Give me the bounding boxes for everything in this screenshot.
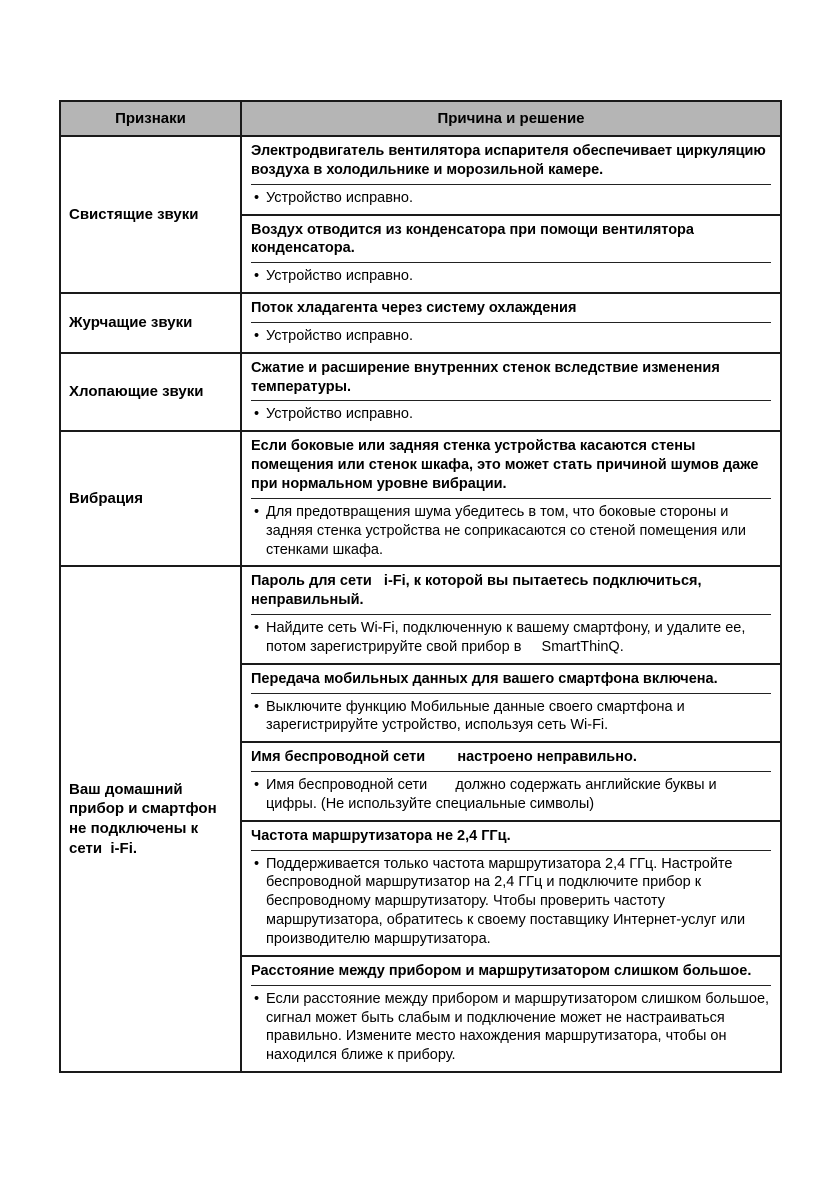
cause-cell <box>242 294 780 352</box>
solution-item: • Выключите функцию Мобильные данные своего смартфона и зарегистрируйте устройство, используя сеть Wi-Fi. <box>251 698 771 736</box>
table-row <box>61 294 780 354</box>
cause-title: Поток хладагента через систему охлаждения <box>251 298 771 323</box>
symptom-cell <box>61 294 242 352</box>
symptom-label: Ваш домашний прибор и смартфон не подключены к сети i-Fi. <box>69 780 217 857</box>
column-header-symptoms: Признаки <box>61 102 242 135</box>
cause-block <box>242 743 780 822</box>
solution-item: • Устройство исправно. <box>251 267 771 286</box>
solution-item: • Найдите сеть Wi-Fi, подключенную к вашему смартфону, и удалите ее, потом зарегистрируйте свой прибор в SmartThinQ. <box>251 619 771 657</box>
cause-cell <box>242 137 780 292</box>
symptom-cell <box>61 567 242 1071</box>
cause-cell <box>242 354 780 431</box>
solution-item: • Устройство исправно. <box>251 327 771 346</box>
table-row <box>61 354 780 433</box>
table-header-row <box>61 102 780 137</box>
cause-block <box>242 432 780 565</box>
cause-cell <box>242 432 780 565</box>
symptom-cell <box>61 354 242 431</box>
symptom-cell <box>61 137 242 292</box>
table-row <box>61 432 780 567</box>
symptom-label: Вибрация <box>69 489 144 507</box>
solution-item: • Устройство исправно. <box>251 405 771 424</box>
cause-title: Если боковые или задняя стенка устройства касаются стены помещения или стенок шкафа, это может стать причиной шумов даже при нормальном уровне вибрации. <box>251 436 771 499</box>
cause-title: Имя беспроводной сети настроено неправильно. <box>251 747 771 772</box>
cause-title: Расстояние между прибором и маршрутизатором слишком большое. <box>251 961 771 986</box>
symptom-label: Свистящие звуки <box>69 205 199 223</box>
cause-title: Частота маршрутизатора не 2,4 ГГц. <box>251 826 771 851</box>
cause-block <box>242 354 780 431</box>
table-row <box>61 137 780 294</box>
cause-block <box>242 822 780 957</box>
column-header-cause-solution: Причина и решение <box>437 110 585 127</box>
table-row <box>61 567 780 1071</box>
symptom-cell <box>61 432 242 565</box>
cause-cell <box>242 567 780 1071</box>
cause-block <box>242 216 780 293</box>
solution-item: • Имя беспроводной сети должно содержать английские буквы и цифры. (Не используйте специальные символы) <box>251 776 771 814</box>
solution-item: • Поддерживается только частота маршрутизатора 2,4 ГГц. Настройте беспроводной маршрутизатор на 2,4 ГГц и подключите прибор к беспроводному маршрутизатору. Чтобы проверить частоту маршрутизатора, обратитесь к своему поставщику Интернет-услуг или производителю маршрутизатора. <box>251 855 771 949</box>
solution-item: • Для предотвращения шума убедитесь в том, что боковые стороны и задняя стенка устройства не соприкасаются со стеной помещения или стенками шкафа. <box>251 503 771 560</box>
cause-title: Пароль для сети i-Fi, к которой вы пытаетесь подключиться, неправильный. <box>251 571 771 615</box>
table-body <box>61 137 780 1071</box>
symptom-label: Журчащие звуки <box>69 314 193 331</box>
cause-block <box>242 665 780 744</box>
cause-block <box>242 294 780 352</box>
cause-block <box>242 957 780 1071</box>
cause-title: Сжатие и расширение внутренних стенок вследствие изменения температуры. <box>251 358 771 402</box>
solution-item: • Устройство исправно. <box>251 189 771 208</box>
cause-block <box>242 567 780 664</box>
cause-title: Воздух отводится из конденсатора при помощи вентилятора конденсатора. <box>251 220 771 264</box>
cause-title: Передача мобильных данных для вашего смартфона включена. <box>251 669 771 694</box>
troubleshooting-table <box>59 100 782 1073</box>
solution-item: • Если расстояние между прибором и маршрутизатором слишком большое, сигнал может быть слабым и подключение может не настраиваться правильно. Измените место нахождения маршрутизатора, чтобы он находился ближе к прибору. <box>251 990 771 1065</box>
cause-block <box>242 137 780 216</box>
cause-title: Электродвигатель вентилятора испарителя обеспечивает циркуляцию воздуха в холодильнике и морозильной камере. <box>251 141 771 185</box>
symptom-label: Хлопающие звуки <box>69 383 204 401</box>
